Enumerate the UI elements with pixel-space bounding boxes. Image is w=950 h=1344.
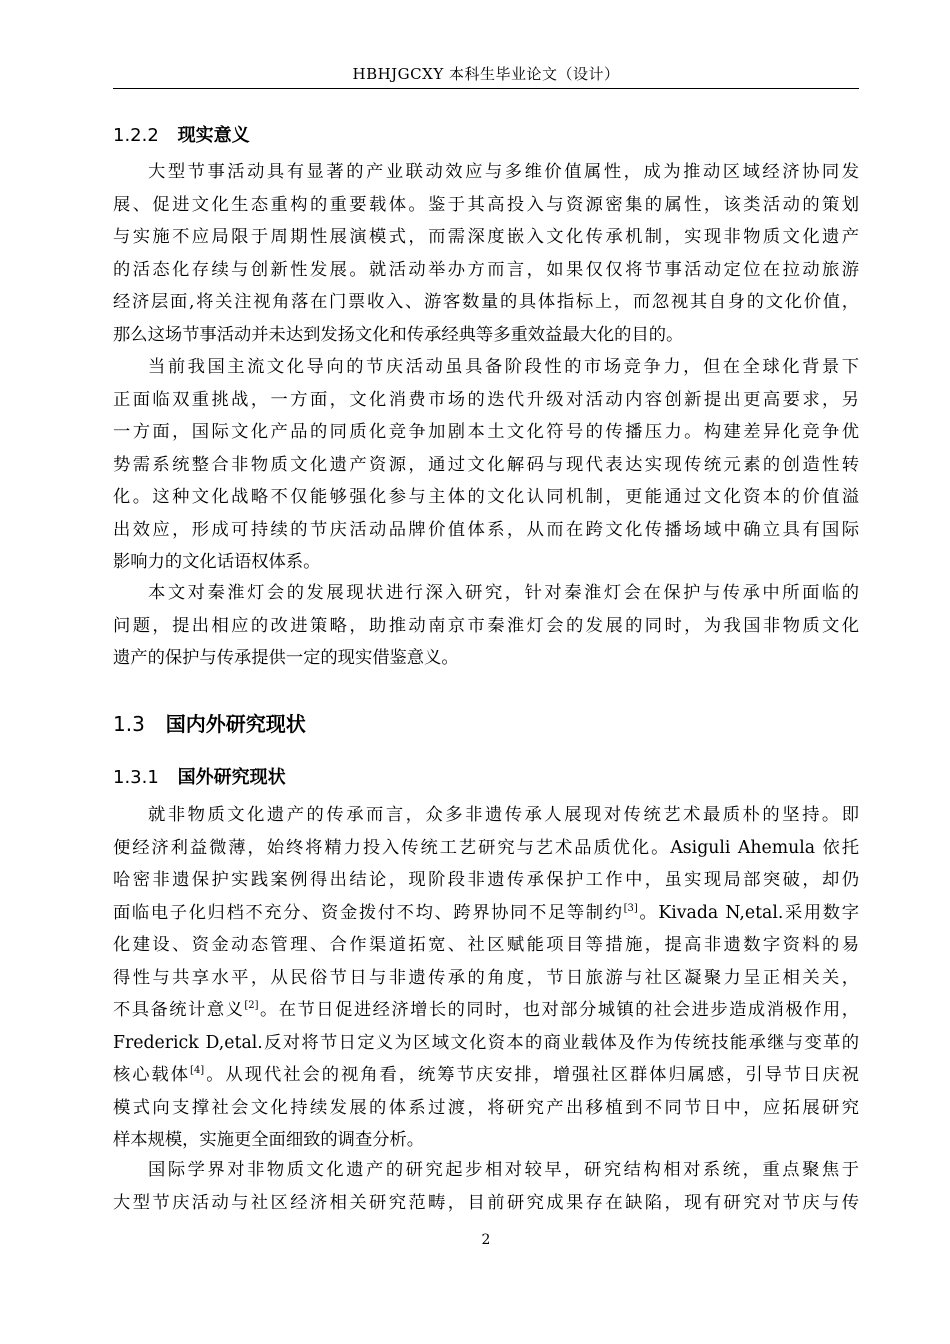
text-line: 的活态化存续与创新性发展。就活动举办方而言，如果仅仅将节事活动定位在拉动旅游 [113, 259, 859, 280]
citation-ref-4: [4] [190, 1065, 205, 1077]
section-number: 1.2.2 [113, 125, 159, 146]
paragraph-4 [113, 799, 859, 1157]
header-rule [113, 88, 859, 89]
paragraph-3 [113, 577, 859, 675]
text-line: 影响力的文化话语权体系。 [113, 552, 321, 572]
text-segment: 。在节日促进经济增长的同时，也对部分城镇的社会进步造成消极作用， [258, 1000, 859, 1020]
text-line: 模式向支撑社会文化持续发展的体系过渡，将研究产出移植到不同节日中，应拓展研究 [113, 1097, 859, 1118]
heading-1-2-2 [113, 121, 250, 147]
text-line: 国际学界对非物质文化遗产的研究起步相对较早，研究结构相对系统，重点聚焦于 [148, 1160, 859, 1180]
text-line: 得性与共享水平，从民俗节日与非遗传承的角度，节日旅游与社区凝聚力呈正相关关， [113, 967, 859, 988]
paragraph-5 [113, 1154, 859, 1219]
text-line [113, 1059, 859, 1092]
text-line: 大型节事活动具有显著的产业联动效应与多维价值属性，成为推动区域经济协同发 [148, 162, 859, 182]
text-line: 就非物质文化遗产的传承而言，众多非遗传承人展现对传统艺术最质朴的坚持。即 [148, 805, 859, 825]
text-line: 与实施不应局限于周期性展演模式，而需深度嵌入文化传承机制，实现非物质文化遗产 [113, 227, 859, 247]
text-line: 样本规模，实施更全面细致的调查分析。 [113, 1130, 425, 1150]
section-number: 1.3 [113, 712, 145, 736]
text-segment: 。Kivada N,etal.采用数字 [637, 902, 859, 923]
text-line: 本文对秦淮灯会的发展现状进行深入研究，针对秦淮灯会在保护与传承中所面临的 [148, 583, 859, 603]
text-line: 化。这种文化战略不仅能够强化参与主体的文化认同机制，更能通过文化资本的价值溢 [113, 487, 859, 507]
section-number: 1.3.1 [113, 767, 159, 788]
paragraph-1 [113, 156, 859, 351]
text-line: 展、促进文化生态重构的重要载体。鉴于其高投入与资源密集的属性，该类活动的策划 [113, 194, 859, 215]
paragraph-2 [113, 351, 859, 579]
page-number: 2 [481, 1232, 491, 1248]
section-title: 国内外研究现状 [165, 712, 306, 736]
text-line: 经济层面,将关注视角落在门票收入、游客数量的具体指标上，而忽视其自身的文化价值， [113, 292, 859, 312]
running-header: HBHJGCXY 本科生毕业论文（设计） [352, 65, 620, 83]
text-segment: 核心载体 [113, 1065, 191, 1085]
heading-1-3 [113, 708, 306, 737]
text-line: 大型节庆活动与社区经济相关研究范畴，目前研究成果存在缺陷，现有研究对节庆与传 [113, 1192, 859, 1213]
text-line [113, 897, 859, 930]
section-title: 现实意义 [177, 125, 250, 146]
text-line: 当前我国主流文化导向的节庆活动虽具备阶段性的市场竞争力，但在全球化背景下 [148, 357, 859, 377]
heading-1-3-1 [113, 763, 286, 789]
citation-ref-3: [3] [623, 902, 638, 914]
text-segment: 不具备统计意义 [113, 1000, 245, 1020]
text-segment: 。从现代社会的视角看，统筹节庆安排，增强社区群体归属感，引导节日庆祝 [204, 1065, 859, 1085]
text-line: 正面临双重挑战，一方面，文化消费市场的迭代升级对活动内容创新提出更高要求，另 [113, 389, 859, 410]
text-line: 遗产的保护与传承提供一定的现实借鉴意义。 [113, 648, 459, 668]
section-title: 国外研究现状 [177, 767, 286, 788]
text-line: 势需系统整合非物质文化遗产资源，通过文化解码与现代表达实现传统元素的创造性转 [113, 454, 859, 475]
text-line: 问题，提出相应的改进策略，助推动南京市秦淮灯会的发展的同时，为我国非物质文化 [113, 615, 859, 636]
text-line: 便经济利益微薄，始终将精力投入传统工艺研究与艺术品质优化。Asiguli Ahemula 依托 [113, 837, 859, 858]
text-line: 出效应，形成可持续的节庆活动品牌价值体系，从而在跨文化传播场域中确立具有国际 [113, 519, 859, 540]
text-line: 那么这场节事活动并未达到发扬文化和传承经典等多重效益最大化的目的。 [113, 324, 684, 345]
text-line: 化建设、资金动态管理、合作渠道拓宽、社区赋能项目等措施，提高非遗数字资料的易 [113, 935, 859, 955]
text-line: 一方面，国际文化产品的同质化竞争加剧本土文化符号的传播压力。构建差异化竞争优 [113, 422, 859, 442]
citation-ref-2: [2] [244, 1000, 259, 1012]
text-line: Frederick D,etal.反对将节日定义为区域文化资本的商业载体及作为传统技能承继与变革的 [113, 1032, 859, 1053]
text-line: 哈密非遗保护实践案例得出结论，现阶段非遗传承保护工作中，虽实现局部突破，却仍 [113, 870, 859, 890]
text-segment: 面临电子化归档不充分、资金拨付不均、跨界协同不足等制约 [113, 902, 624, 923]
text-line [113, 994, 859, 1027]
